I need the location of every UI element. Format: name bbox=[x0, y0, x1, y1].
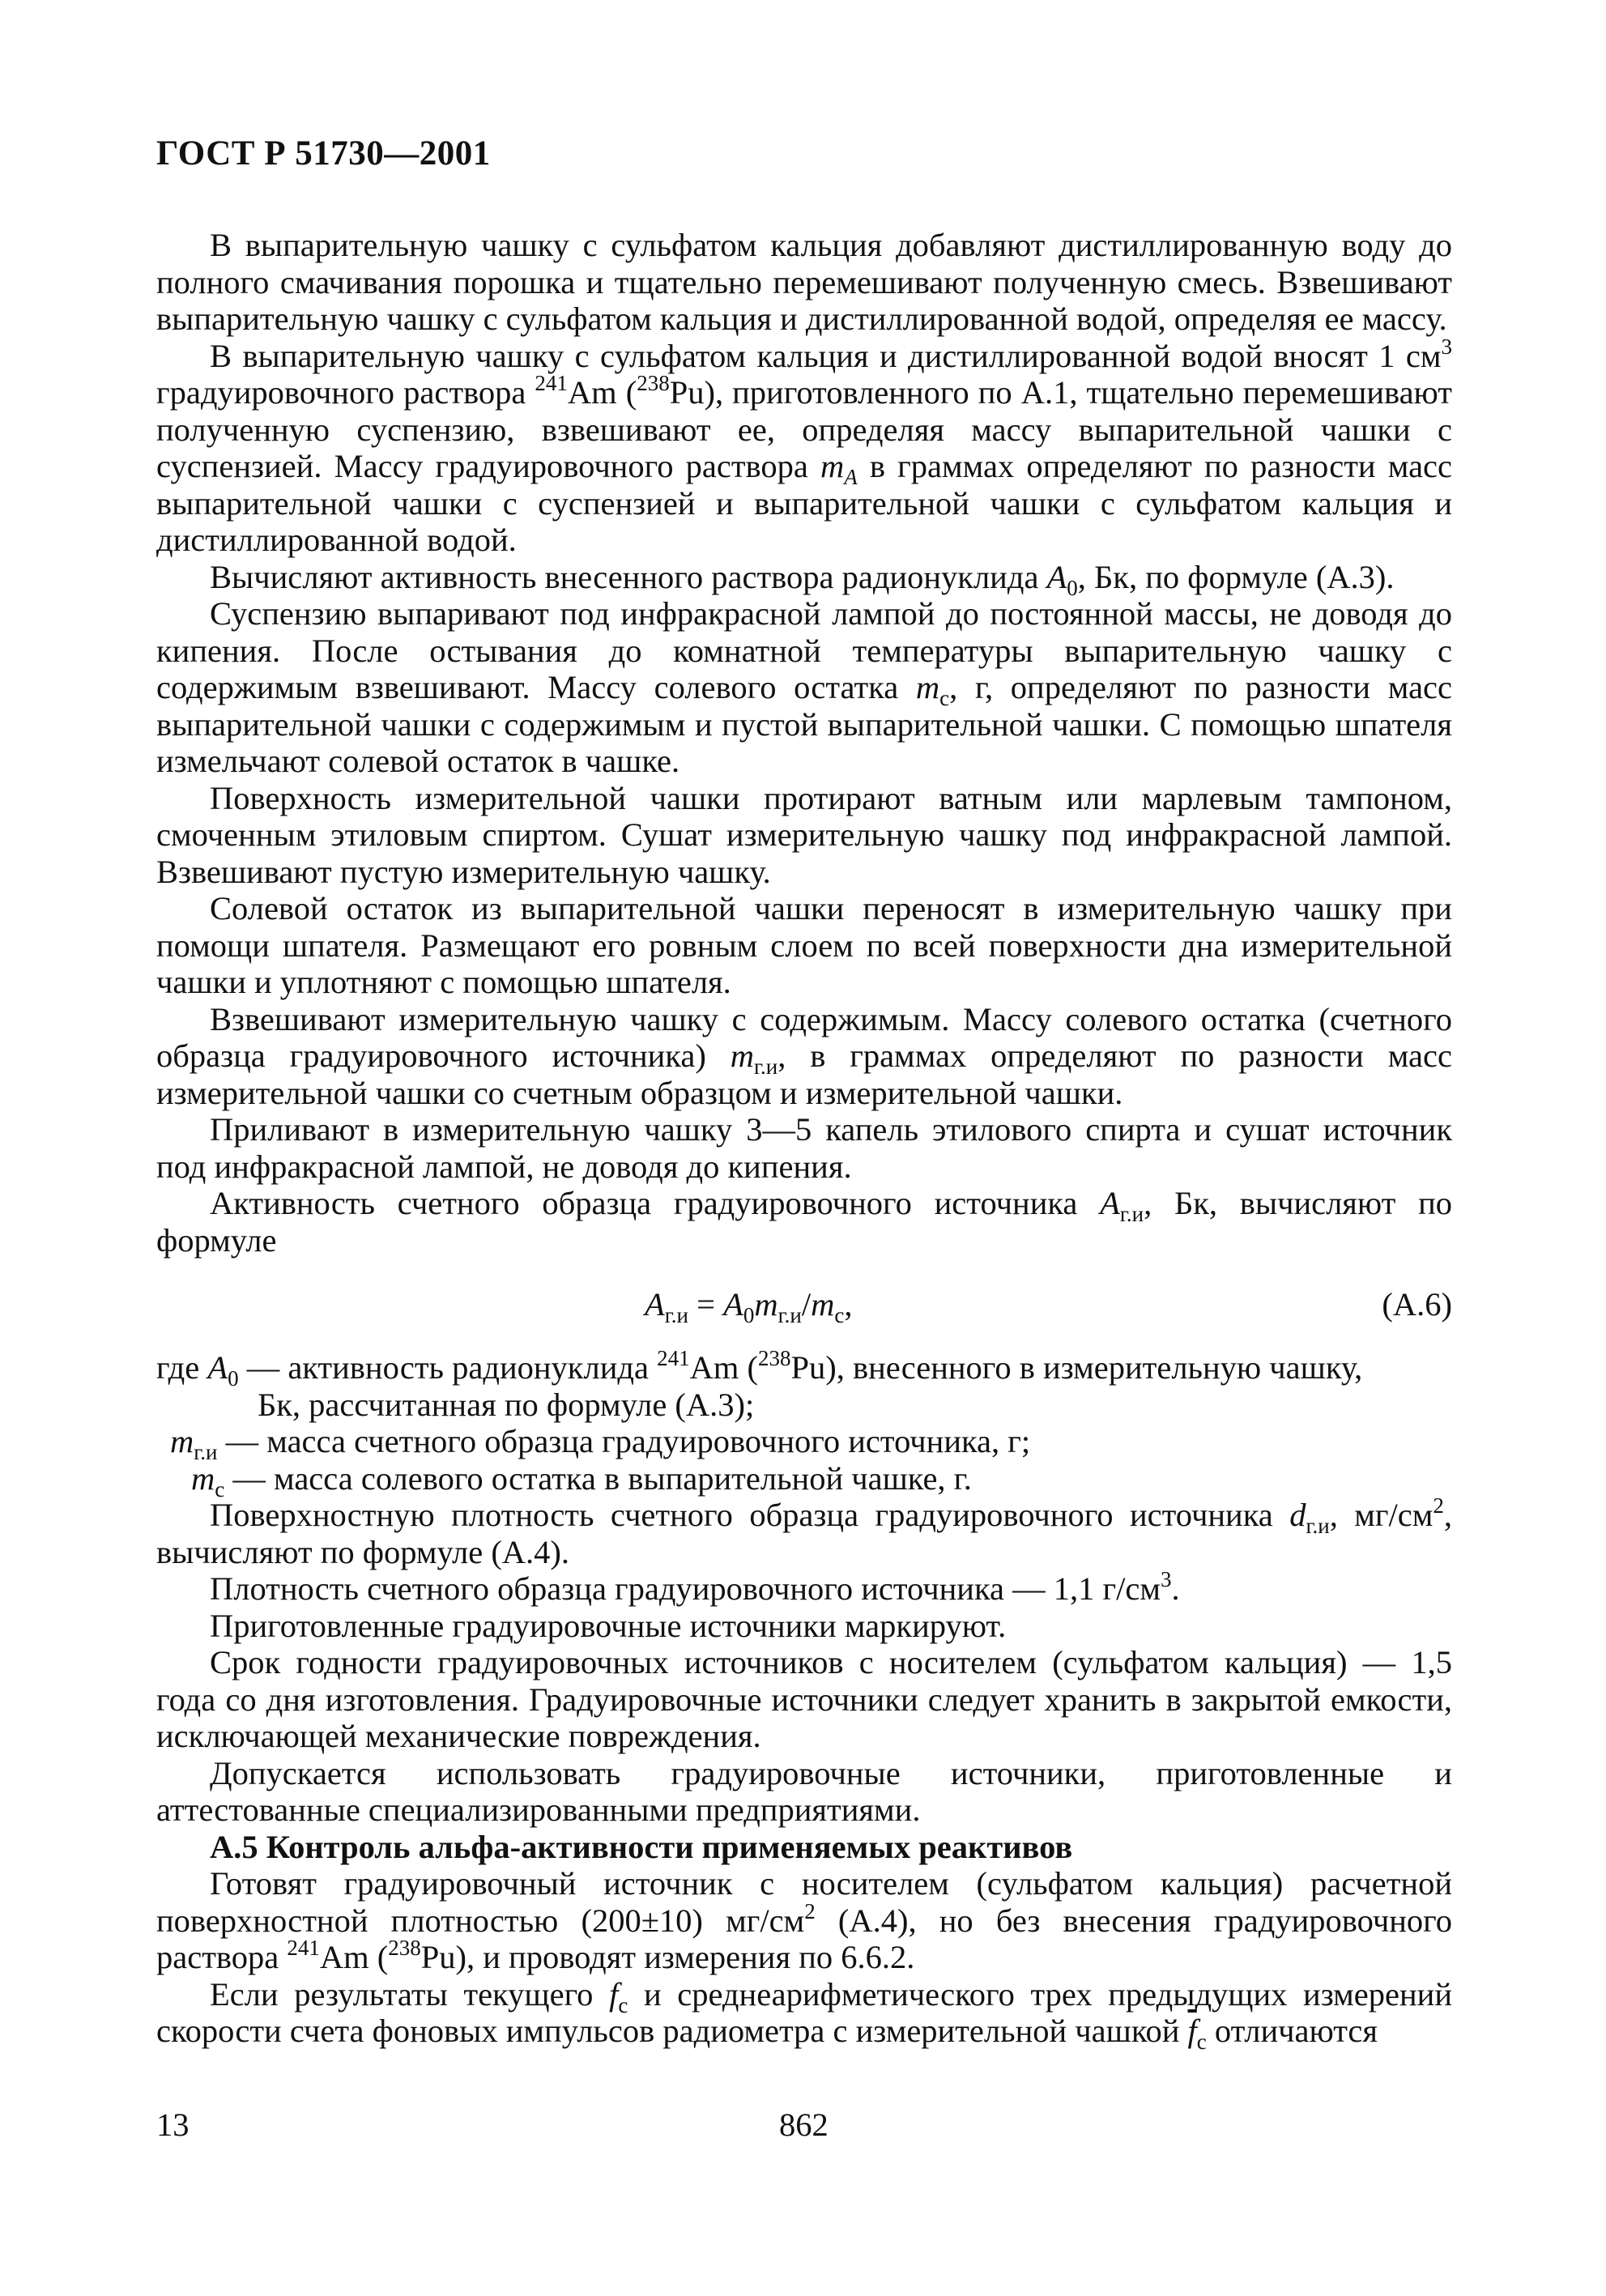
definition-a0: где $A_0$ — активность радионуклида $^{241}$Am ($^{238}$Pu), внесенного в измерительную чашку, bbox=[156, 1346, 1363, 1391]
section-heading-a5: А.5 Контроль альфа-активности применяемых реактивов bbox=[210, 1828, 1073, 1865]
footer-page-number: 13 bbox=[156, 2106, 190, 2143]
formula-expression: $A_{г.и} = A_0m_{г.и}/m_c$, bbox=[645, 1286, 853, 1327]
paragraph-10: Поверхностную плотность счетного образца градуировочного источника $d_{г.и}$, $мг/см^2$, вычисляют по формуле (А.4). bbox=[156, 1493, 1452, 1570]
paragraph-13: Срок годности градуировочных источников с носителем (сульфатом кальция) — 1,5 года со дня изготовления. Градуировочные источники следует хранить в закрытой емкости, исключающей механические повреждения. bbox=[156, 1644, 1452, 1754]
paragraph-14: Допускается использовать градуировочные источники, приготовленные и аттестованные специализированными предприятиями. bbox=[156, 1754, 1452, 1828]
definition-mgi: $m_{г.и}$ — масса счетного образца градуировочного источника, г; bbox=[170, 1423, 1031, 1464]
definition-mc: $m_c$ — масса солевого остатка в выпарительной чашке, г. bbox=[191, 1459, 972, 1502]
paragraph-4: Суспензию выпаривают под инфракрасной лампой до постоянной массы, не доводя до кипения. После остывания до комнатной температуры выпарительную чашку с содержимым взвешивают. Массу солевого остатка $m_c$, г, определяют по разности масс выпарительной чашки с содержимым и пустой выпарительной чашки. С помощью шпателя измельчают солевой остаток в чашке. bbox=[156, 595, 1452, 779]
footer-sheet-number: 862 bbox=[779, 2106, 829, 2143]
paragraph-5: Поверхность измерительной чашки протирают ватным или марлевым тампоном, смоченным этиловым спиртом. Сушат измерительную чашку под инфракрасной лампой. Взвешивают пустую измерительную чашку. bbox=[156, 779, 1452, 890]
paragraph-11: Плотность счетного образца градуировочного источника — 1,1 $г/см^3$. bbox=[210, 1567, 1180, 1607]
document-header: ГОСТ Р 51730—2001 bbox=[156, 134, 491, 173]
paragraph-12: Приготовленные градуировочные источники маркируют. bbox=[210, 1607, 1007, 1644]
paragraph-16: Если результаты текущего $f_c$ и среднеарифметического трех предыдущих измерений скорости счета фоновых импульсов радиометра с измерительной чашкой $\overline{f}_c$ отличаются bbox=[156, 1975, 1452, 2054]
paragraph-3: Вычисляют активность внесенного раствора радионуклида $A_0$, Бк, по формуле (А.3). bbox=[210, 558, 1395, 600]
paragraph-15: Готовят градуировочный источник с носителем (сульфатом кальция) расчетной поверхностной плотностью (200±10) $мг/см^2$ (А.4), но без внесения градуировочного раствора $^{241}$Am ($^{238}$Pu), и проводят измерения по 6.6.2. bbox=[156, 1865, 1452, 1975]
paragraph-2: В выпарительную чашку с сульфатом кальция и дистиллированной водой вносят 1 $см^3$ градуировочного раствора $^{241}$Am ($^{238}$Pu), приготовленного по А.1, тщательно перемешивают полученную суспензию, взвешивают ее, определяя массу выпарительной чашки с суспензией. Массу градуировочного раствора $m_A$ в граммах определяют по разности масс выпарительной чашки с суспензией и выпарительной чашки с сульфатом кальция и дистиллированной водой. bbox=[156, 334, 1453, 558]
paragraph-1: В выпарительную чашку с сульфатом кальция добавляют дистиллированную воду до полного смачивания порошка и тщательно перемешивают полученную смесь. Взвешивают выпарительную чашку с сульфатом кальция и дистиллированной водой, определяя ее массу. bbox=[156, 227, 1452, 337]
formula-number: (А.6) bbox=[1382, 1286, 1452, 1323]
definition-a0-continued: Бк, рассчитанная по формуле (А.3); bbox=[258, 1386, 755, 1423]
paragraph-9: Активность счетного образца градуировочного источника $A_{г.и}$, Бк, вычисляют по формуле bbox=[156, 1185, 1452, 1259]
paragraph-7: Взвешивают измерительную чашку с содержимым. Массу солевого остатка (счетного образца градуировочного источника) $m_{г.и}$, в граммах определяют по разности масс измерительной чашки со счетным образцом и измерительной чашки. bbox=[156, 1000, 1452, 1111]
paragraph-8: Приливают в измерительную чашку 3—5 капель этилового спирта и сушат источник под инфракрасной лампой, не доводя до кипения. bbox=[156, 1111, 1452, 1185]
document-body bbox=[156, 227, 1453, 2054]
formula-a6 bbox=[156, 1259, 1452, 1349]
paragraph-6: Солевой остаток из выпарительной чашки переносят в измерительную чашку при помощи шпателя. Размещают его ровным слоем по всей поверхности дна измерительной чашки и уплотняют с помощью шпателя. bbox=[156, 890, 1452, 1000]
